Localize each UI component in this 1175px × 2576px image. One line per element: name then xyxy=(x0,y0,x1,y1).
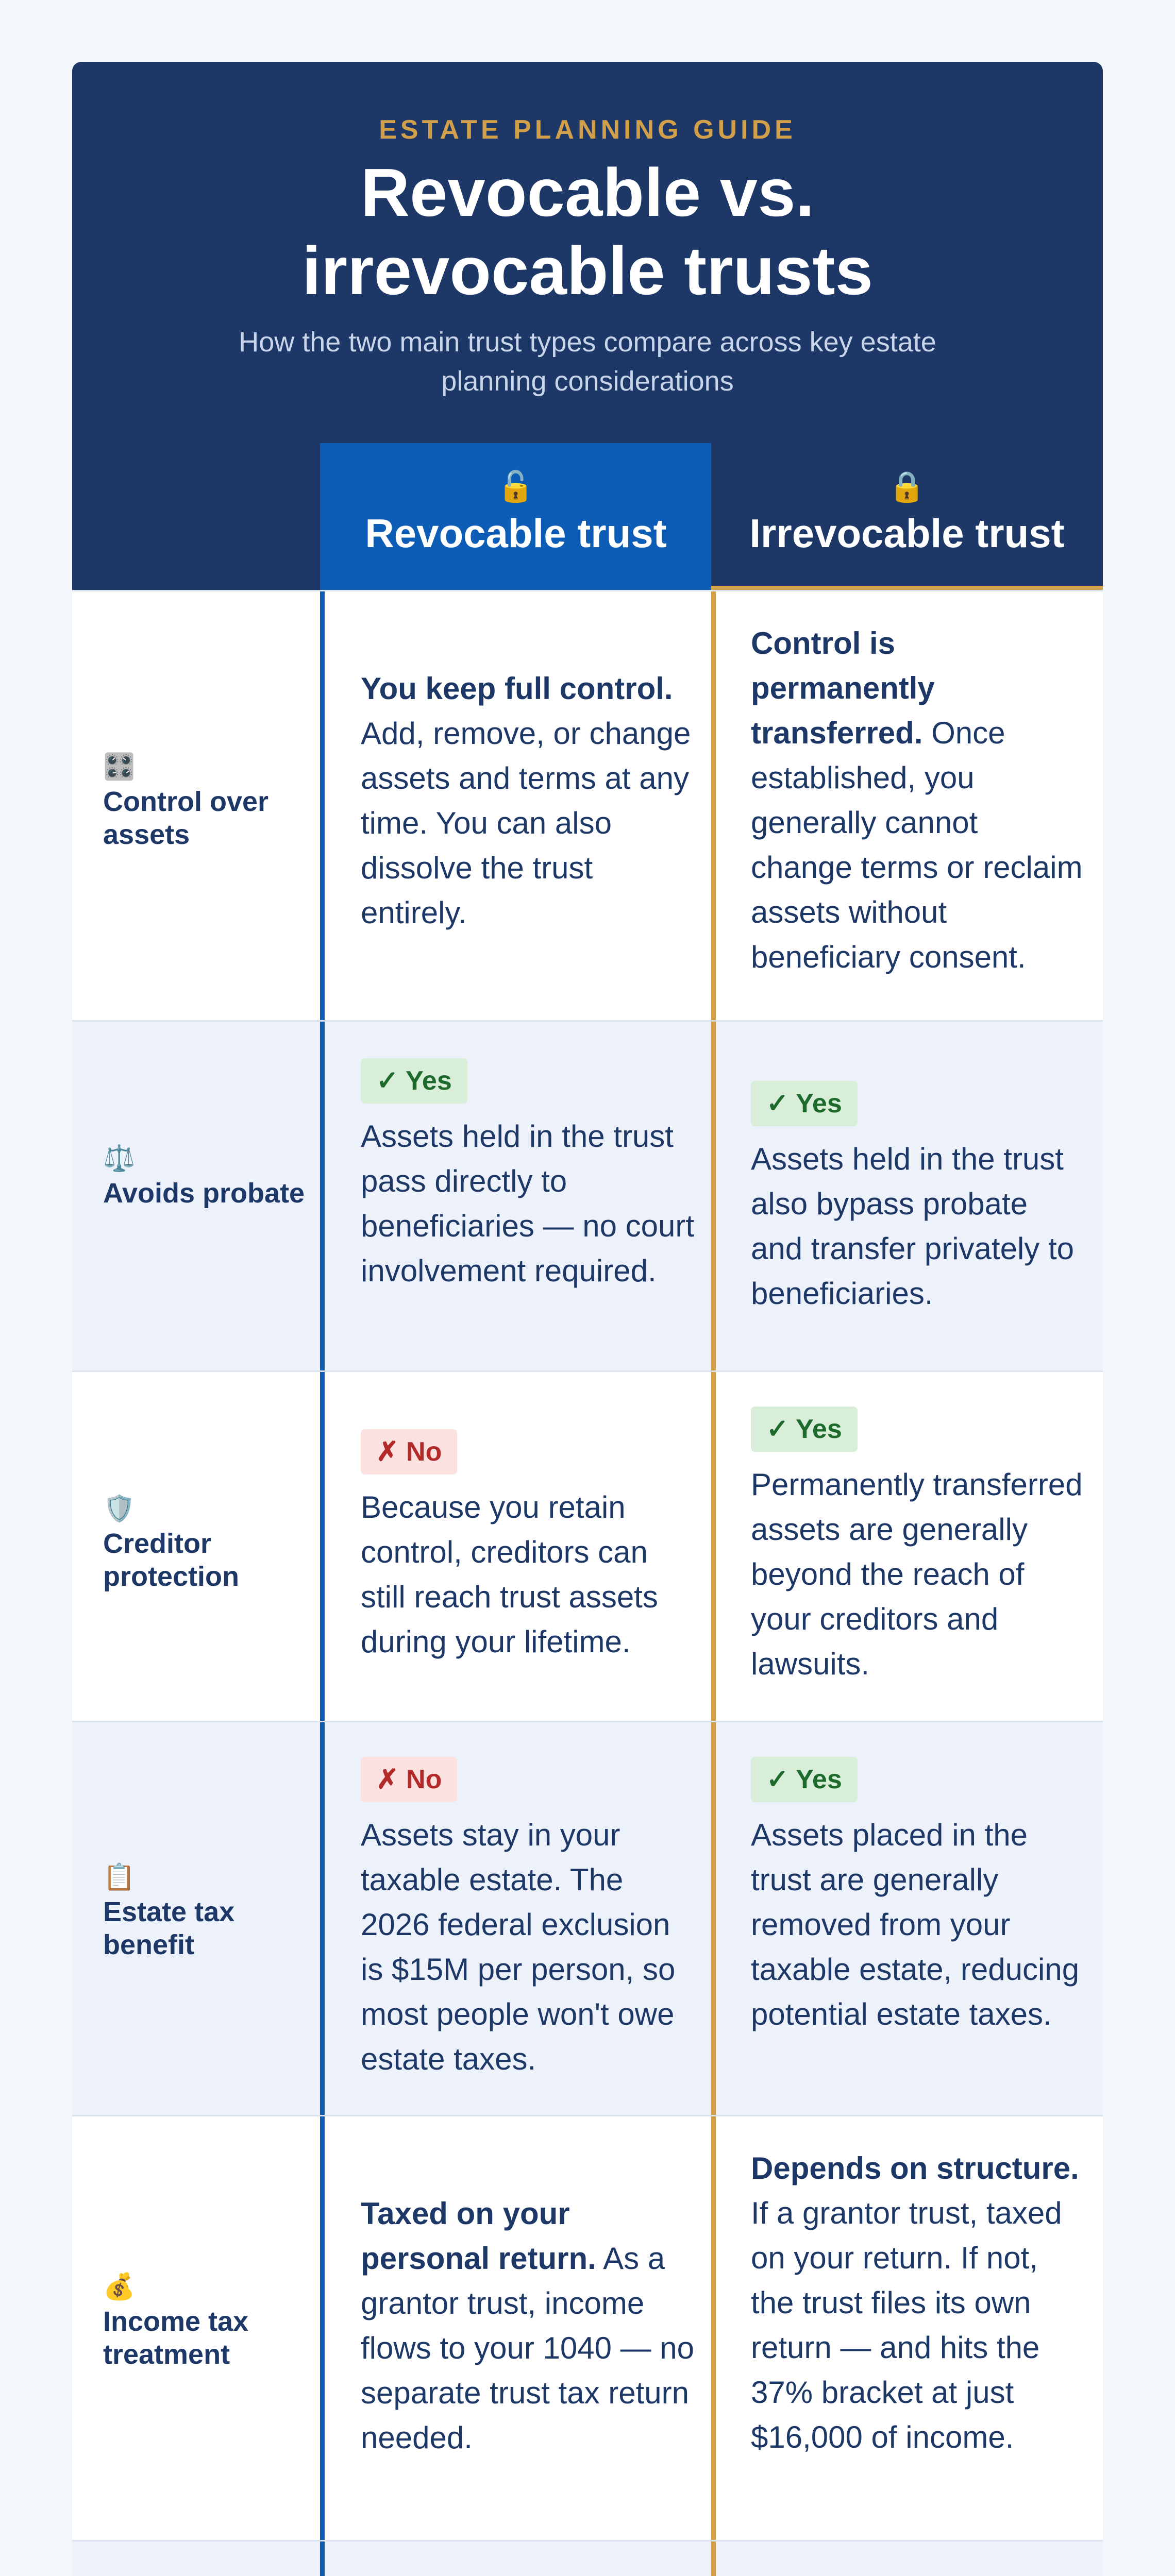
cell-irrevocable-control: Control is permanently transferred. Once established, you generally cannot change terms or reclaim assets without beneficiary consent. xyxy=(751,626,1083,974)
status-badge: ✓ Yes xyxy=(361,1058,467,1104)
irrevocable-column-divider xyxy=(711,1722,716,2115)
column-header-revocable xyxy=(320,443,712,590)
revocable-column-divider xyxy=(320,1372,325,1721)
row-label-income-tax: 💰 Income tax treatment xyxy=(103,2271,309,2371)
status-badge: ✓ Yes xyxy=(751,1081,858,1126)
revocable-column-divider xyxy=(320,1022,325,1370)
revocable-column-divider xyxy=(320,591,325,1020)
column-header-irrevocable xyxy=(711,443,1103,590)
cell-revocable-estate-tax: ✗ No Assets stay in your taxable estate. The 2026 federal exclusion is $15M per person, so most people won't owe estate taxes. xyxy=(361,1755,696,2081)
scales-icon: ⚖️ xyxy=(103,1144,136,1173)
irrevocable-column-divider xyxy=(711,1372,716,1721)
column-label-irrevocable: Irrevocable trust xyxy=(749,511,1065,556)
cell-revocable-control: You keep full control. Add, remove, or change assets and terms at any time. You can also dissolve the trust entirely. xyxy=(361,671,691,930)
row-label-probate: ⚖️ Avoids probate xyxy=(103,1143,309,1210)
header-banner xyxy=(72,62,1103,443)
money-bag-icon: 💰 xyxy=(103,2272,136,2301)
irrevocable-column-divider xyxy=(711,591,716,1020)
cell-irrevocable-estate-tax: ✓ Yes Assets placed in the trust are generally removed from your taxable estate, reducing potential estate taxes. xyxy=(751,1755,1086,2037)
column-header-spacer xyxy=(72,443,320,590)
status-badge: ✓ Yes xyxy=(751,1757,858,1802)
table-row-best-used xyxy=(72,2540,1103,2576)
page-subtitle: How the two main trust types compare across key estate planning considerations xyxy=(239,327,936,397)
cell-irrevocable-creditor: ✓ Yes Permanently transferred assets are generally beyond the reach of your creditors and lawsuits. xyxy=(751,1405,1086,1686)
control-knobs-icon: 🎛️ xyxy=(103,752,136,781)
table-row-probate xyxy=(72,1020,1103,1370)
table-row-estate-tax xyxy=(72,1721,1103,2115)
status-badge: ✗ No xyxy=(361,1757,457,1802)
status-badge: ✓ Yes xyxy=(751,1406,858,1452)
row-label-estate-tax: 📋 Estate tax benefit xyxy=(103,1861,309,1961)
table-row-control xyxy=(72,590,1103,1020)
row-label-control: 🎛️ Control over assets xyxy=(103,751,309,851)
row-label-creditor: 🛡️ Creditor protection xyxy=(103,1493,309,1593)
irrevocable-column-divider xyxy=(711,1022,716,1370)
page-title: Revocable vs. irrevocable trusts xyxy=(302,155,873,309)
revocable-column-divider xyxy=(320,2541,325,2576)
unlocked-padlock-icon: 🔓 xyxy=(497,470,535,503)
comparison-card xyxy=(72,62,1103,2576)
table-row-creditor xyxy=(72,1370,1103,1721)
irrevocable-column-divider xyxy=(711,2116,716,2540)
cell-revocable-probate: ✓ Yes Assets held in the trust pass directly to beneficiaries — no court involvement required. xyxy=(361,1057,696,1293)
cell-revocable-creditor: ✗ No Because you retain control, creditors can still reach trust assets during your lifetime. xyxy=(361,1428,696,1664)
cell-irrevocable-best-used xyxy=(751,2571,1086,2576)
clipboard-icon: 📋 xyxy=(103,1862,136,1891)
column-label-revocable: Revocable trust xyxy=(365,511,667,556)
locked-padlock-icon: 🔒 xyxy=(888,470,926,503)
table-row-income-tax xyxy=(72,2115,1103,2540)
irrevocable-column-divider xyxy=(711,2541,716,2576)
cell-irrevocable-income-tax: Depends on structure. If a grantor trust, taxed on your return. If not, the trust files its own return — and hits the 37% bracket at just $16,000 of income. xyxy=(751,2151,1079,2454)
revocable-column-divider xyxy=(320,1722,325,2115)
cell-revocable-income-tax: Taxed on your personal return. As a grantor trust, income flows to your 1040 — no separate trust tax return needed. xyxy=(361,2196,695,2455)
cell-irrevocable-probate: ✓ Yes Assets held in the trust also bypass probate and transfer privately to beneficiaries. xyxy=(751,1079,1086,1316)
revocable-column-divider xyxy=(320,2116,325,2540)
eyebrow-label: ESTATE PLANNING GUIDE xyxy=(379,115,796,145)
status-badge: ✗ No xyxy=(361,1429,457,1475)
shield-icon: 🛡️ xyxy=(103,1494,136,1523)
